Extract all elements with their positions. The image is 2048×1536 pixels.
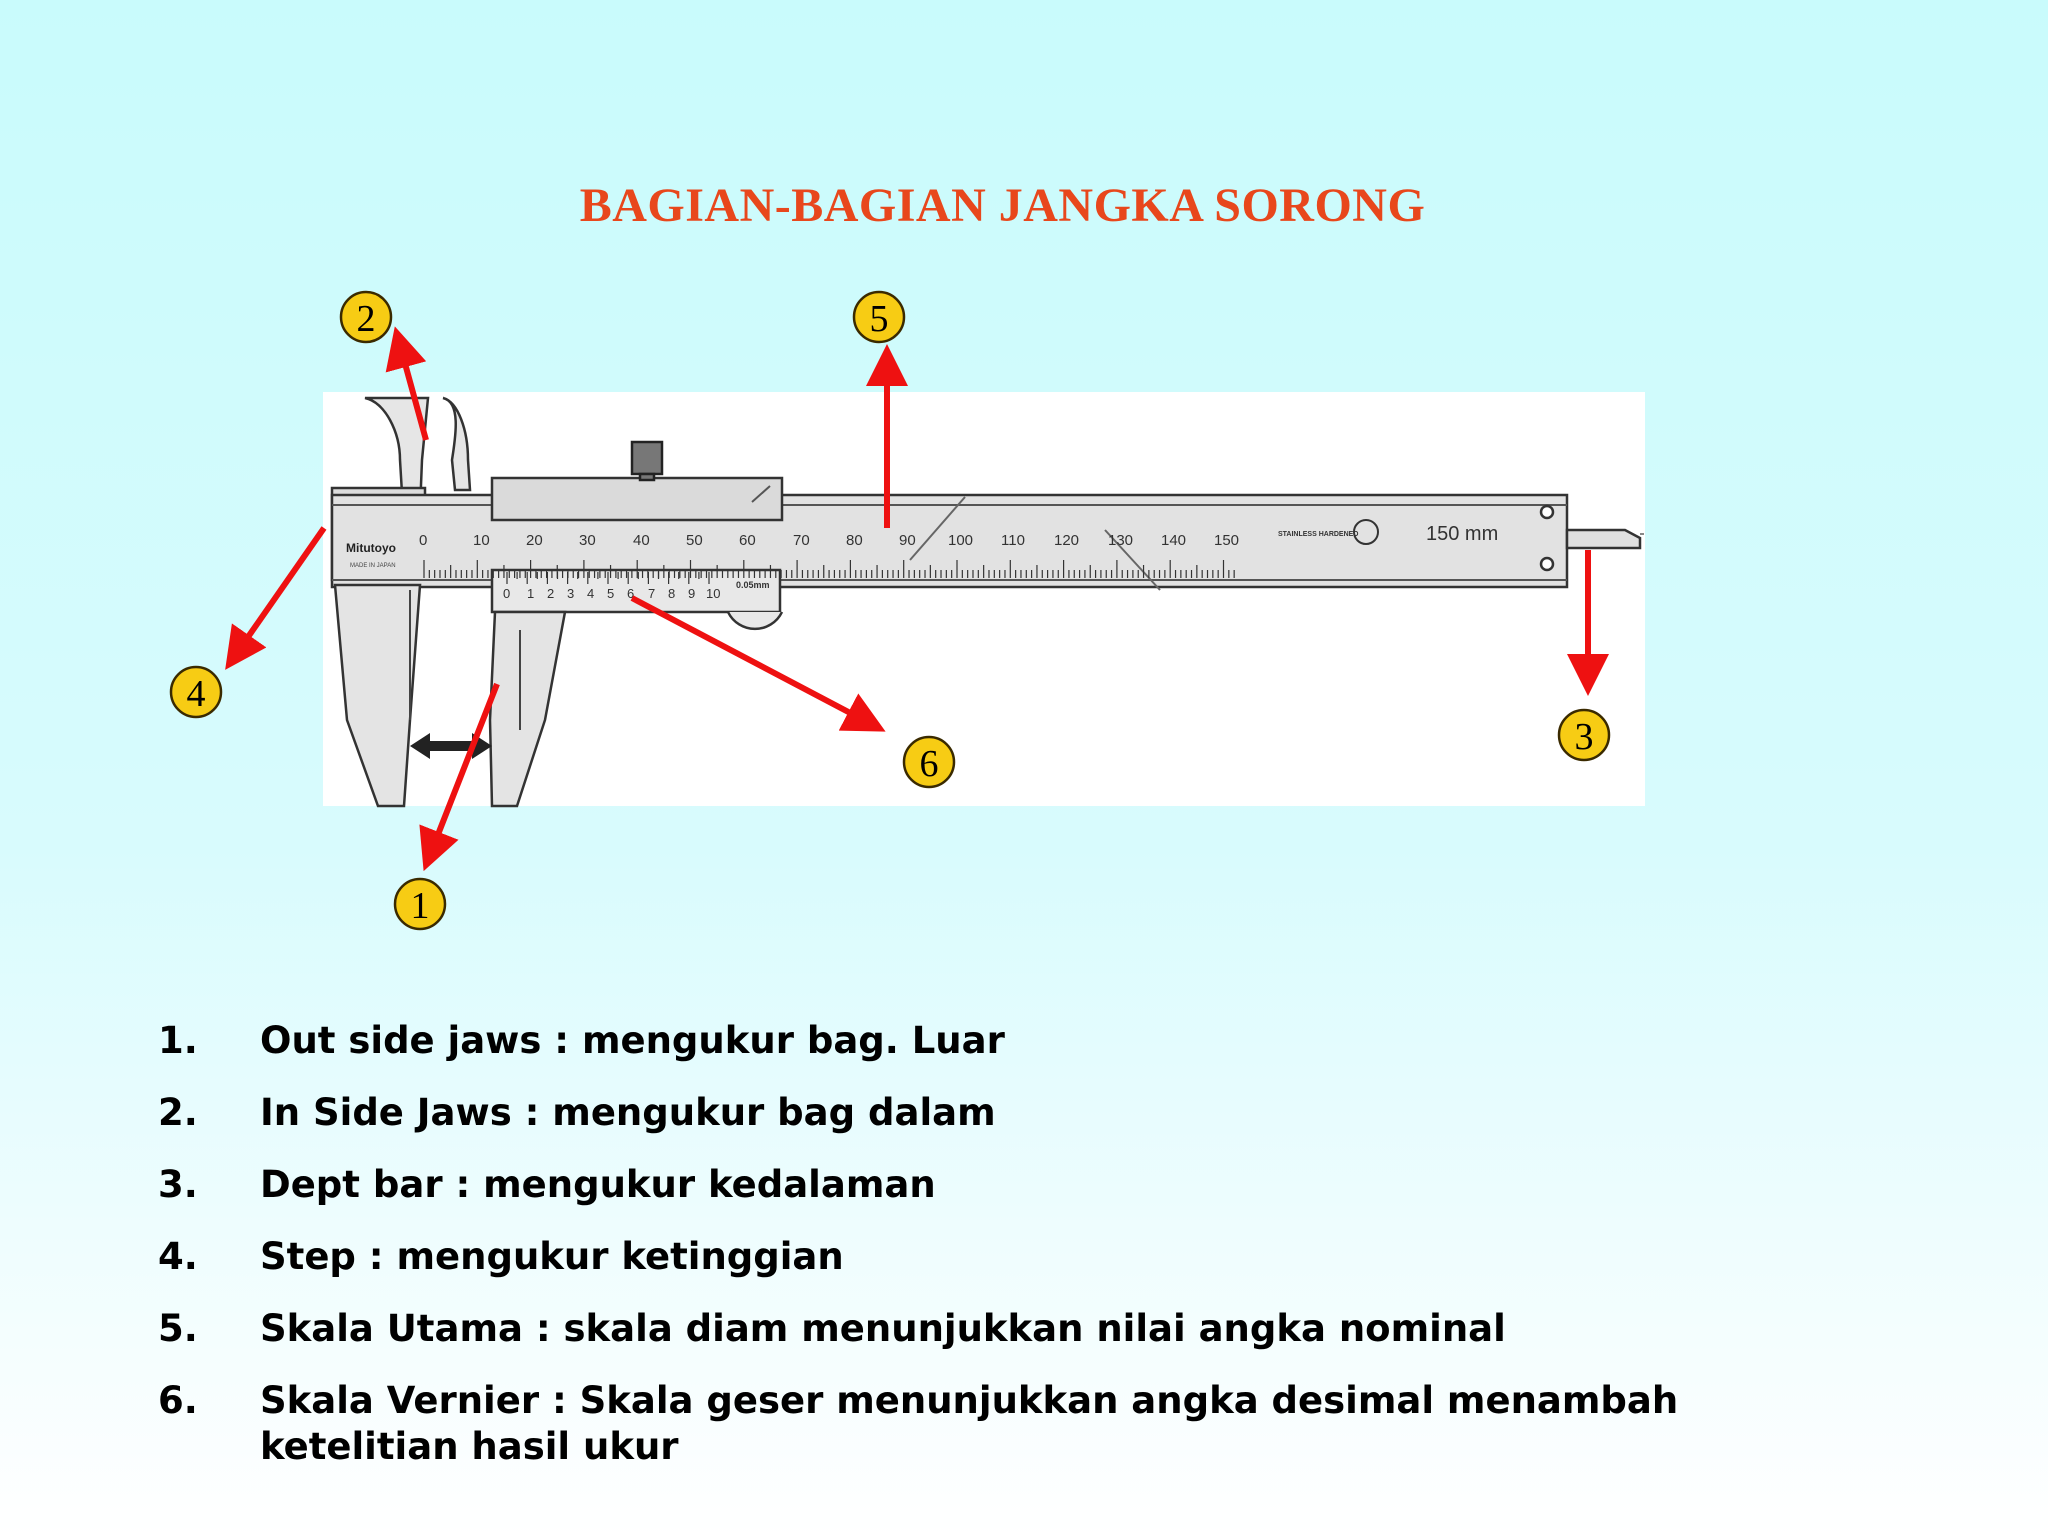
svg-text:5: 5 (869, 298, 889, 340)
main-scale-label: 40 (633, 532, 650, 549)
depth-bar (1567, 530, 1640, 548)
item-text: In Side Jaws : mengukur bag dalam (260, 1091, 996, 1134)
main-scale-label: 50 (686, 532, 703, 549)
brand-logo: Mitutoyo (346, 541, 396, 555)
main-scale-label: 80 (846, 532, 863, 549)
item-text: Dept bar : mengukur kedalaman (260, 1163, 936, 1206)
main-scale-label: 10 (473, 532, 490, 549)
vernier-label: 4 (587, 586, 595, 601)
item-number: 1. (158, 1019, 198, 1062)
item-number: 6. (158, 1379, 198, 1422)
item-number: 3. (158, 1163, 198, 1206)
svg-text:6: 6 (919, 743, 939, 785)
main-scale-label: 60 (739, 532, 756, 549)
thumb-screw (632, 442, 662, 474)
main-scale-label: 30 (579, 532, 596, 549)
badge-4 (171, 667, 221, 717)
vernier-label: 10 (706, 586, 721, 601)
main-scale-label: 0 (419, 532, 428, 549)
legend-list (158, 1018, 1820, 1496)
svg-text:4: 4 (186, 673, 206, 715)
item-number: 2. (158, 1091, 198, 1134)
item-text: Skala Vernier : Skala geser menunjukkan angka desimal menambah ketelitian hasil ukur (260, 1379, 1679, 1468)
vernier-label: 2 (547, 586, 555, 601)
unit-label: 150 mm (1426, 523, 1499, 545)
arrow-4 (232, 528, 324, 660)
badge-5 (854, 292, 904, 342)
list-item (158, 1162, 1820, 1208)
vernier-label: 8 (668, 586, 676, 601)
svg-text:2: 2 (356, 298, 376, 340)
item-text: Step : mengukur ketinggian (260, 1235, 844, 1278)
vernier-label: 5 (607, 586, 615, 601)
svg-text:3: 3 (1574, 716, 1594, 758)
main-scale-label: 150 (1214, 532, 1240, 549)
list-item (158, 1090, 1820, 1136)
vernier-label: 1 (527, 586, 535, 601)
badge-2 (341, 292, 391, 342)
badge-3 (1559, 710, 1609, 760)
slider-top (492, 478, 782, 520)
main-scale-label: 20 (526, 532, 543, 549)
item-number: 4. (158, 1235, 198, 1278)
main-scale-label: 140 (1161, 532, 1187, 549)
list-item (158, 1306, 1820, 1352)
main-scale-label: 70 (793, 532, 810, 549)
vernier-label: 6 (627, 586, 635, 601)
list-item (158, 1378, 1820, 1470)
main-scale-label: 110 (1001, 532, 1025, 549)
vernier-label: 0 (503, 586, 511, 601)
slide-title: BAGIAN-BAGIAN JANGKA SORONG (579, 179, 1426, 232)
badge-1 (395, 879, 445, 929)
made-in-label: MADE IN JAPAN (350, 563, 396, 569)
svg-text:1: 1 (410, 885, 430, 927)
main-scale-label: 100 (948, 532, 974, 549)
item-number: 5. (158, 1307, 198, 1350)
vernier-label: 3 (567, 586, 575, 601)
vernier-plate (492, 570, 780, 612)
vernier-precision: 0.05mm (736, 580, 770, 590)
item-text: Skala Utama : skala diam menunjukkan nilai angka nominal (260, 1307, 1506, 1350)
vernier-label: 7 (648, 586, 656, 601)
vernier-label: 9 (688, 586, 696, 601)
badge-6 (904, 737, 954, 787)
list-item (158, 1018, 1820, 1064)
list-item (158, 1234, 1820, 1280)
main-scale-label: 90 (899, 532, 916, 549)
stamp-label: STAINLESS HARDENED (1278, 531, 1359, 538)
main-scale-label: 130 (1108, 532, 1134, 549)
main-scale-label: 120 (1054, 532, 1080, 549)
item-text: Out side jaws : mengukur bag. Luar (260, 1019, 1005, 1062)
